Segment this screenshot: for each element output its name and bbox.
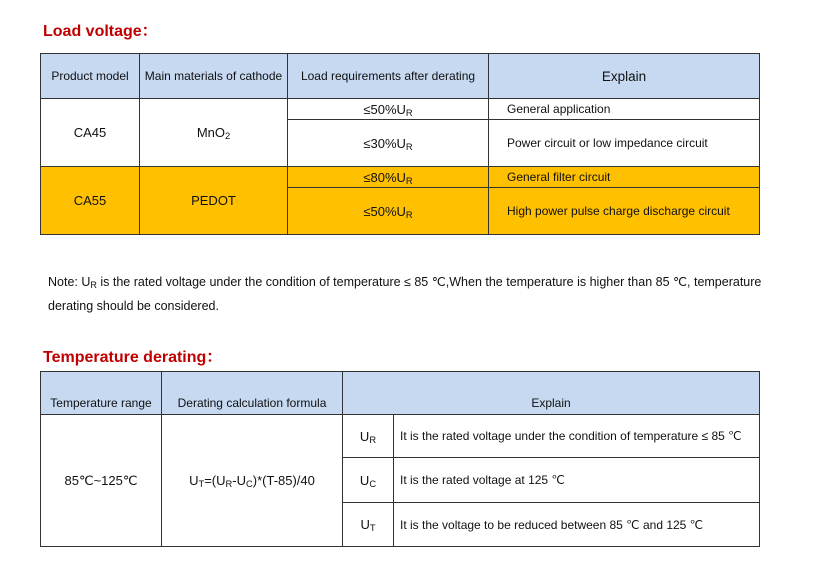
header-derating-formula: Derating calculation formula <box>162 372 343 415</box>
material-cell: PEDOT <box>140 167 288 235</box>
table-row <box>41 167 760 188</box>
symbol-cell: $U_T$ <box>343 503 394 547</box>
temperature-derating-table <box>40 371 760 547</box>
explain-cell: It is the rated voltage under the condition of temperature ≤ 85 ℃ <box>394 415 760 458</box>
material-cell: MnO$_2$ <box>140 99 288 167</box>
load-requirement-cell: $\le 50\%U_R$ <box>288 99 489 120</box>
load-voltage-heading: Load voltage： <box>43 23 158 40</box>
temperature-derating-heading: Temperature derating： <box>43 349 223 366</box>
header-explain: Explain <box>343 372 760 415</box>
symbol-cell: $U_R$ <box>343 415 394 458</box>
model-cell: CA45 <box>41 99 140 167</box>
header-explain: Explain <box>489 54 760 99</box>
symbol-cell: $U_C$ <box>343 458 394 503</box>
explain-cell: It is the voltage to be reduced between 85 ℃ and 125 ℃ <box>394 503 760 547</box>
model-cell: CA55 <box>41 167 140 235</box>
explain-cell: It is the rated voltage at 125 ℃ <box>394 458 760 503</box>
explain-cell: General application <box>489 99 760 120</box>
load-voltage-table <box>40 53 760 235</box>
load-requirement-cell: $\le 50\%U_R$ <box>288 188 489 235</box>
load-requirement-cell: $\le 80\%U_R$ <box>288 167 489 188</box>
explain-cell: General filter circuit <box>489 167 760 188</box>
header-temperature-range: Temperature range <box>41 372 162 415</box>
header-cathode-material: Main materials of cathode <box>140 54 288 99</box>
explain-cell: Power circuit or low impedance circuit <box>489 120 760 167</box>
table-row <box>41 415 760 458</box>
load-requirement-cell: $\le 30\%U_R$ <box>288 120 489 167</box>
header-product-model: Product model <box>41 54 140 99</box>
formula-cell: $U_T=(U_R-U_C)*(T-85)/40$ <box>162 415 343 547</box>
table-header-row <box>41 54 760 99</box>
temperature-range-cell: 85℃~125℃ <box>41 415 162 547</box>
header-load-requirements: Load requirements after derating <box>288 54 489 99</box>
explain-cell: High power pulse charge discharge circuit <box>489 188 760 235</box>
rated-voltage-note: Note: $U_R$ is the rated voltage under the condition of temperature ≤ 85 ℃,When the temperature is higher than 85 ℃, temperature derating should be considered. <box>48 275 762 313</box>
table-row <box>41 99 760 120</box>
table-header-row <box>41 372 760 415</box>
